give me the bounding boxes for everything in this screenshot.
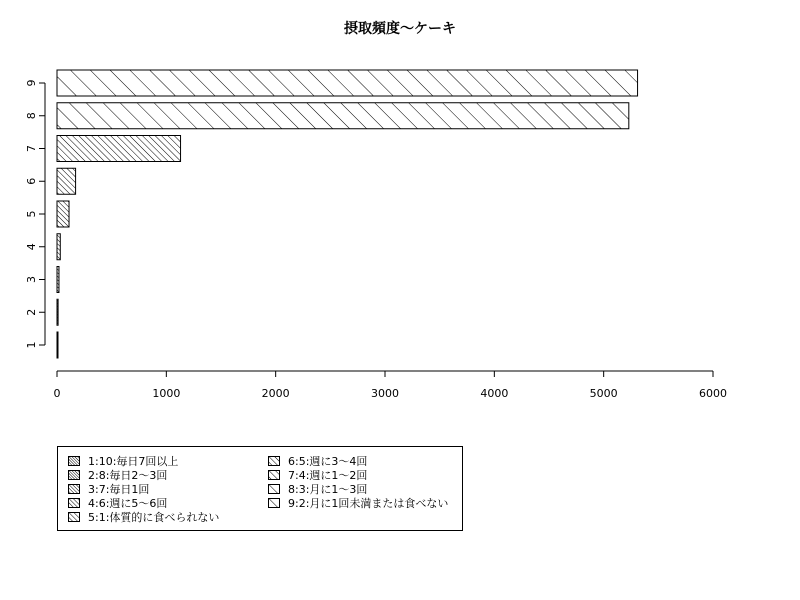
chart-title: 摂取頻度～ケーキ <box>344 21 456 37</box>
legend-swatch <box>68 512 80 522</box>
y-tick-label: 8 <box>25 112 38 120</box>
bar-6 <box>57 168 76 194</box>
bar-1 <box>57 332 58 358</box>
legend-label: 8:3:月に1～3回 <box>288 483 368 496</box>
x-tick-label: 4000 <box>480 387 509 400</box>
legend-swatch <box>268 484 280 494</box>
y-tick-label: 4 <box>25 243 38 251</box>
x-tick-label: 5000 <box>589 387 618 400</box>
legend-swatch <box>268 456 280 466</box>
y-tick-label: 9 <box>25 79 38 87</box>
legend-swatch <box>68 498 80 508</box>
legend-label: 5:1:体質的に食べられない <box>88 511 220 524</box>
y-tick-label: 5 <box>25 210 38 218</box>
bar-3 <box>57 267 59 293</box>
legend-swatch <box>68 484 80 494</box>
legend-label: 2:8:毎日2～3回 <box>88 469 168 482</box>
x-tick-label: 3000 <box>371 387 399 400</box>
legend-swatch <box>268 498 280 508</box>
x-tick-label: 0 <box>53 387 61 400</box>
legend-swatch <box>68 456 80 466</box>
y-tick-label: 6 <box>25 177 38 185</box>
y-tick-label: 2 <box>25 308 38 316</box>
bar-2 <box>57 299 58 325</box>
bar-8 <box>57 103 629 129</box>
legend-label: 4:6:週に5～6回 <box>88 497 168 510</box>
legend-label: 7:4:週に1～2回 <box>288 469 368 482</box>
bar-9 <box>57 70 638 96</box>
legend-label: 3:7:毎日1回 <box>88 483 150 496</box>
chart-legend <box>57 446 463 531</box>
bar-5 <box>57 201 69 227</box>
bar-4 <box>57 234 60 260</box>
y-tick-label: 1 <box>25 341 38 349</box>
x-tick-label: 2000 <box>261 387 290 400</box>
x-tick-label: 1000 <box>152 387 181 400</box>
y-tick-label: 7 <box>25 145 38 152</box>
x-tick-label: 6000 <box>699 387 727 400</box>
legend-swatch <box>268 470 280 480</box>
legend-label: 6:5:週に3～4回 <box>288 455 368 468</box>
y-tick-label: 3 <box>25 276 38 283</box>
legend-label: 1:10:毎日7回以上 <box>88 455 179 468</box>
bar-7 <box>57 136 181 162</box>
legend-label: 9:2:月に1回未満または食べない <box>288 497 449 510</box>
legend-swatch <box>68 470 80 480</box>
